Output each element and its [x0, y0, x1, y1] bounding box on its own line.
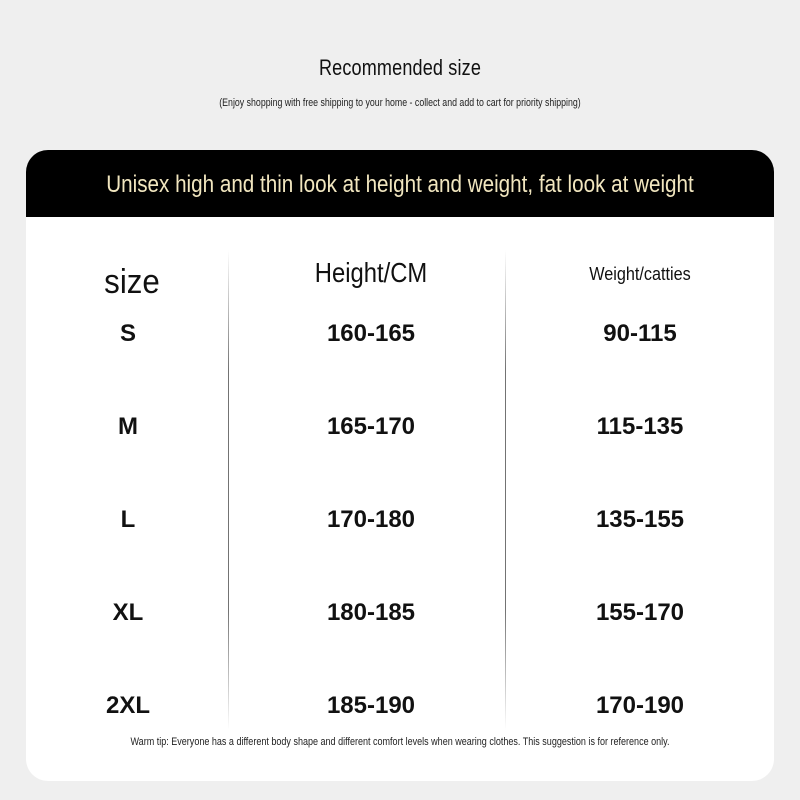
height-cell: 160-165: [326, 320, 416, 347]
size-cell: L: [120, 506, 136, 533]
size-cell: XL: [112, 599, 144, 626]
column-header-height: Height/CM: [314, 257, 428, 288]
weight-cell: 155-170: [595, 599, 685, 626]
table-row: [26, 320, 774, 360]
weight-cell: 135-155: [595, 506, 685, 533]
column-header-size: size: [104, 263, 160, 301]
height-cell: 170-180: [326, 506, 416, 533]
size-cell: M: [118, 413, 138, 440]
banner: [26, 150, 774, 217]
weight-cell: 170-190: [595, 692, 685, 719]
size-chart-card: [26, 150, 774, 781]
page-title: Recommended size: [318, 55, 482, 80]
height-cell: 185-190: [326, 692, 416, 719]
height-cell: 165-170: [326, 413, 416, 440]
weight-cell: 90-115: [603, 320, 677, 347]
table-row: [26, 692, 774, 732]
banner-text: Unisex high and thin look at height and weight, fat look at weight: [106, 171, 694, 198]
column-header-weight: Weight/catties: [589, 264, 691, 284]
table-row: [26, 413, 774, 453]
table-row: [26, 599, 774, 639]
warm-tip-note: Warm tip: Everyone has a different body shape and different comfort levels when wearing clothes. This suggestion is for reference only.: [130, 736, 670, 748]
size-cell: S: [119, 320, 136, 347]
height-cell: 180-185: [326, 599, 416, 626]
size-cell: 2XL: [105, 692, 150, 719]
table-row: [26, 506, 774, 546]
weight-cell: 115-135: [596, 413, 684, 440]
page-subtitle: (Enjoy shopping with free shipping to your home - collect and add to cart for priority shipping): [219, 97, 581, 109]
